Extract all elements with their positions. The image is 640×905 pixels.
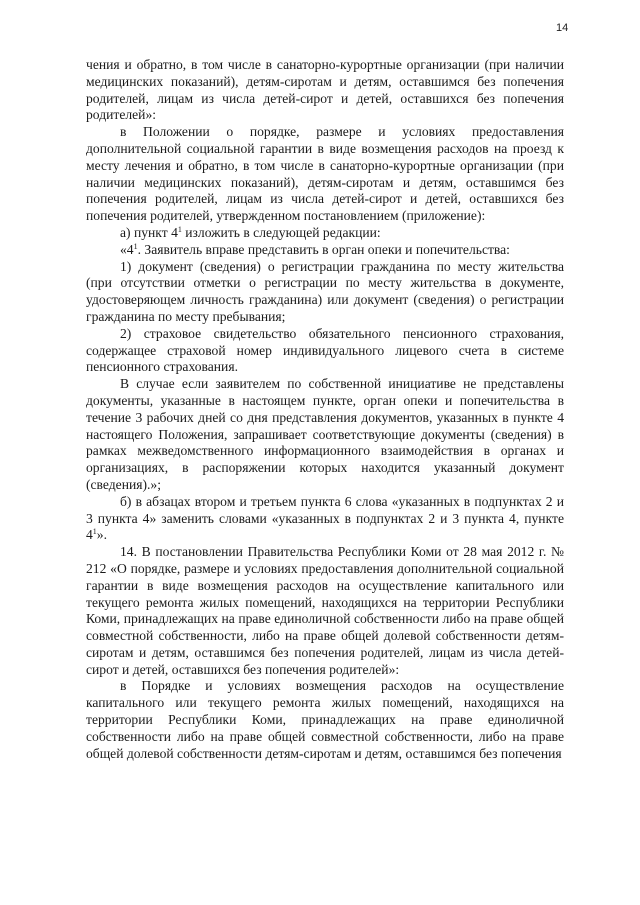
paragraph-interagency-request: В случае если заявителем по собственной инициативе не представлены документы, указанные в настоящем пункте, орган опеки и попечительства в течение 3 рабочих дней со дня представления документов, указанных в пункте 4 настоящего Положения, запрашивает соответствующие документы (сведения) в рамках межведомственного информационного взаимодействия в органах и организациях, в распоряжении которых находится указанный документ (сведения).»;: [86, 376, 564, 492]
paragraph-subitem-1: 1) документ (сведения) о регистрации гражданина по месту жительства (при отсутствии отметки о регистрации по месту жительства в документе, удостоверяющем личность гражданина) или документ (сведения) о регистрации гражданина по месту пребывания;: [86, 258, 564, 324]
item-b-text-after: ».: [96, 527, 107, 543]
superscript: 1: [92, 527, 97, 537]
item-b-text: б) в абзацах втором и третьем пункта 6 слова «указанных в подпунктах 2 и 3 пункта 4» заменить словами «указанных в подпунктах 2 и 3 пункта 4, пункте 4: [86, 493, 564, 543]
paragraph-amendment-intro: в Положении о порядке, размере и условиях предоставления дополнительной социальной гарантии в виде возмещения расходов на проезд к месту лечения и обратно, в том числе в санаторно-курортные организации (при наличии медицинских показаний), детям-сиротам и детям, оставшимся без попечения родителей, лицам из числа детей-сирот и детей, оставшихся без попечения родителей, утвержденном постановлением (приложение):: [86, 124, 564, 224]
item-a-text: а) пункт 4: [120, 224, 178, 240]
page-number: 14: [556, 22, 569, 34]
clause-text-after: . Заявитель вправе представить в орган опеки и попечительства:: [137, 241, 510, 257]
item-a-text-after: изложить в следующей редакции:: [181, 224, 381, 240]
superscript: 1: [133, 241, 138, 251]
paragraph-item-b: [86, 494, 564, 544]
paragraph-item-a: [86, 225, 564, 242]
paragraph-procedure-amendment: в Порядке и условиях возмещения расходов на осуществление капитального или текущего ремонта жилых помещений, находящихся на территории Республики Коми, принадлежащих на праве единоличной собственности либо на праве общей совместной собственности, либо на праве общей долевой собственности детям-сиротам и детям, оставшимся без попечения: [86, 678, 564, 761]
paragraph-clause-4-1: [86, 242, 564, 259]
paragraph-section-14: 14. В постановлении Правительства Республики Коми от 28 мая 2012 г. № 212 «О порядке, размере и условиях предоставления дополнительной социальной гарантии в виде возмещения расходов на осуществление капитального или текущего ремонта жилых помещений, находящихся на территории Республики Коми, принадлежащих на праве единоличной собственности либо на праве общей совместной собственности, либо на праве общей долевой собственности детям-сиротам и детям, оставшимся без попечения родителей, лицам из числа детей-сирот и детей, оставшихся без попечения родителей»:: [86, 544, 564, 677]
superscript: 1: [177, 224, 182, 234]
paragraph-subitem-2: 2) страховое свидетельство обязательного пенсионного страхования, содержащее страховой номер индивидуального лицевого счета в системе пенсионного страхования.: [86, 325, 564, 375]
paragraph-continuation: чения и обратно, в том числе в санаторно-курортные организации (при наличии медицинских показаний), детям-сиротам и детям, оставшимся без попечения родителей, лицам из числа детей-сирот и детей, оставшихся без попечения родителей»:: [86, 57, 564, 123]
clause-text: «4: [120, 241, 134, 257]
document-body: [86, 57, 564, 762]
